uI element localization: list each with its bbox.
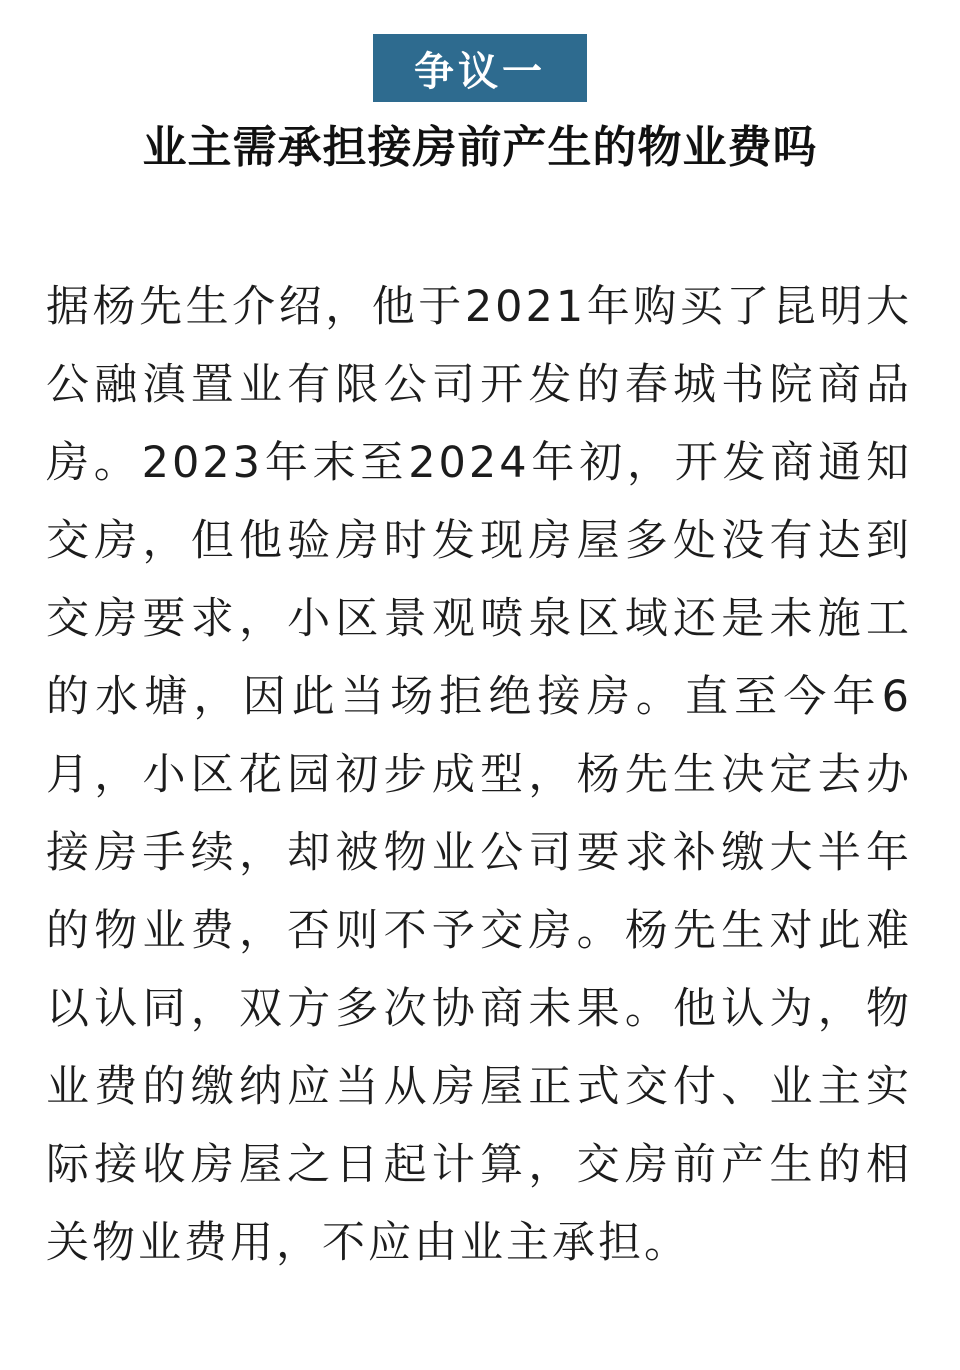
section-tag-container — [0, 34, 960, 102]
article-paragraph: 据杨先生介绍，他于2021年购买了昆明大公融滇置业有限公司开发的春城书院商品房。2023年末至2024年初，开发商通知交房，但他验房时发现房屋多处没有达到交房要求，小区景观喷泉区域还是未施工的水塘，因此当场拒绝接房。直至今年6月，小区花园初步成型，杨先生决定去办接房手续，却被物业公司要求补缴大半年的物业费，否则不予交房。杨先生对此难以认同，双方多次协商未果。他认为，物业费的缴纳应当从房屋正式交付、业主实际接收房屋之日起计算，交房前产生的相关物业费用，不应由业主承担。 — [46, 282, 912, 1268]
section-tag: 争议一 — [373, 34, 587, 102]
section-headline: 业主需承担接房前产生的物业费吗 — [142, 122, 818, 173]
